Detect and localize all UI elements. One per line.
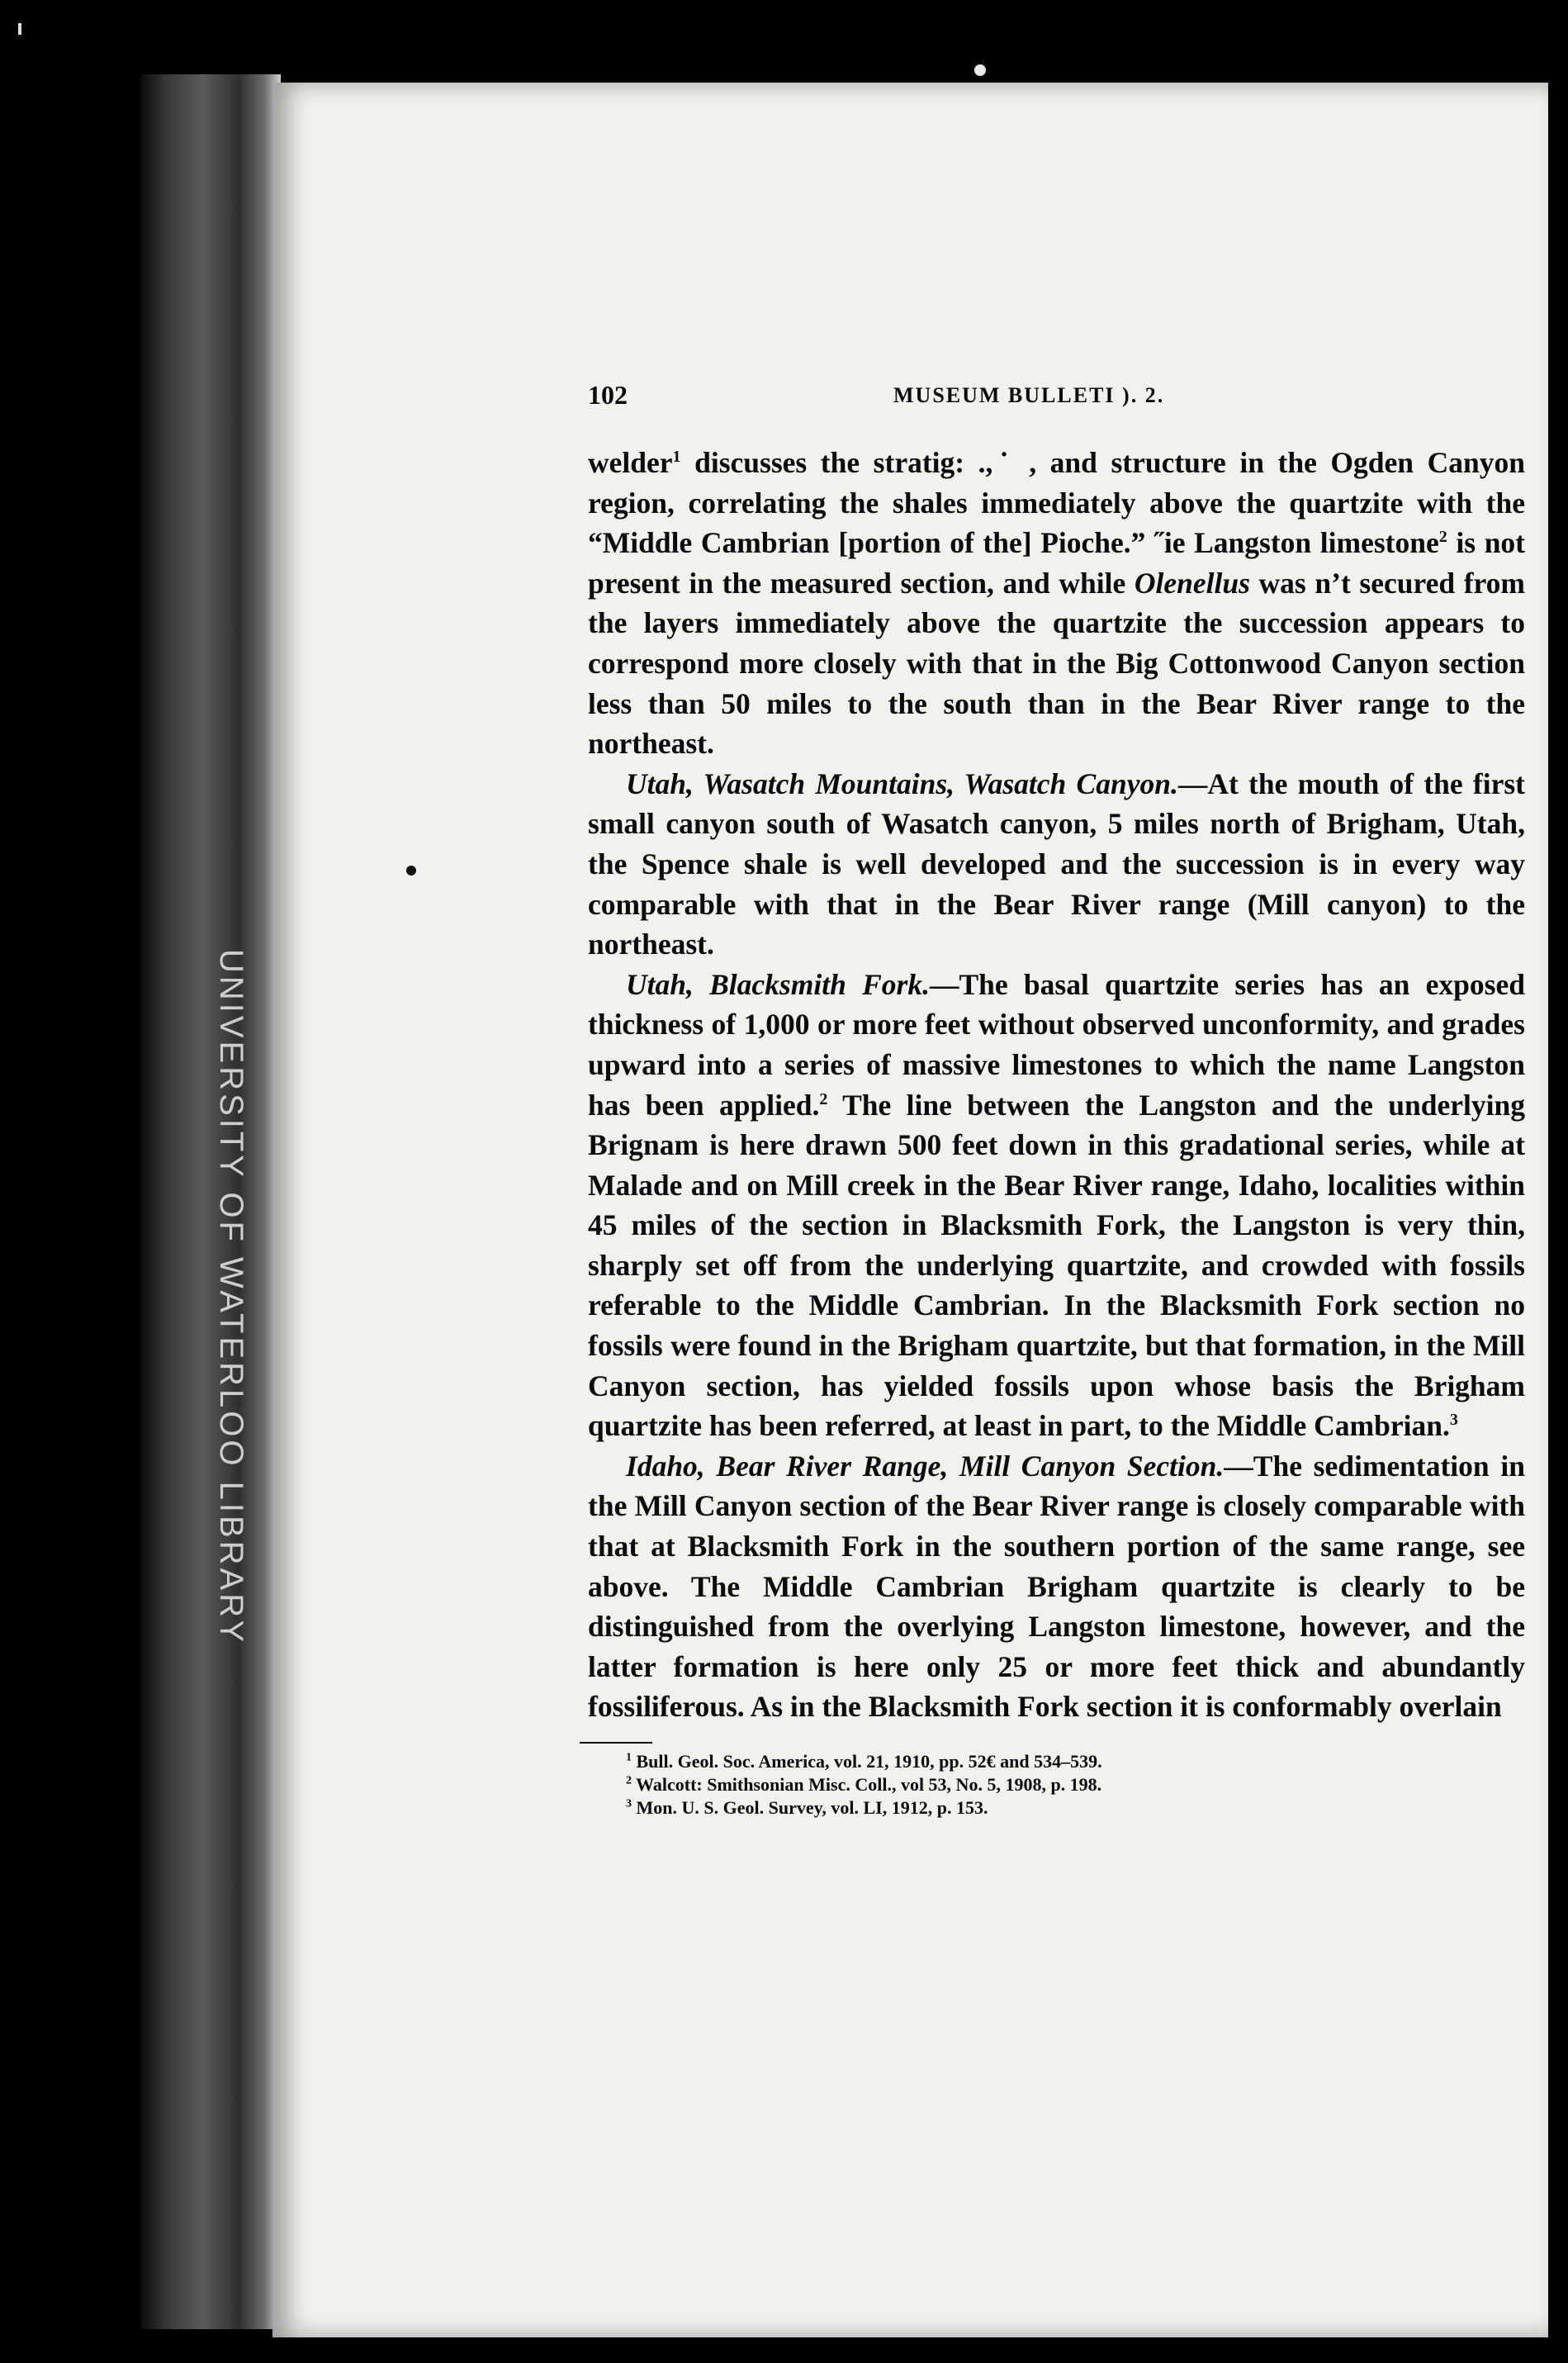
library-stamp: [206, 925, 256, 1668]
text-run: —The sedimentation in the Mill Canyon section of the Bear River range is closely comparable with that at Blacksmith Fork in the southern portion of the same range, see above. The Middle Cambrian Brigham quartzite is clearly to be distinguished from the overlying Langston limestone, however, and the latter formation is here only 25 or more feet thick and abundantly fossiliferous. As in the Blacksmith Fork section it is conformably overlain: [588, 1449, 1525, 1724]
paragraph: [588, 1446, 1525, 1727]
italic-text: Utah, Wasatch Mountains, Wasatch Canyon.: [626, 766, 1178, 800]
text-run: discusses the stratig: .,˙ , and structure in the Ogden Canyon region, correlating the shales immediately above the quartzite with the “Middle Cambrian [portion of the] Pioche.” ˝ie Langston limestone: [588, 446, 1525, 560]
paragraph: [588, 443, 1525, 764]
page-text-block: [588, 380, 1525, 1820]
footnote-text: Walcott: Smithsonian Misc. Coll., vol 53, No. 5, 1908, p. 198.: [632, 1774, 1102, 1795]
text-run: is not present in the measured section, and while: [588, 526, 1526, 600]
running-title: MUSEUM BULLETI ). 2.: [893, 383, 1165, 407]
italic-text: Utah, Blacksmith Fork.: [626, 967, 930, 1001]
italic-text: Olenellus: [1134, 566, 1250, 600]
running-head: [588, 380, 1525, 421]
text-run: was n’t secured from the layers immediately above the quartzite the succession appears to correspond more closely with that in the Big Cottonwood Canyon section less than 50 miles to the south than in the Bear River range to the northeast.: [588, 566, 1525, 761]
scan-artifact-dot: [974, 64, 986, 76]
footnote: [588, 1750, 1525, 1773]
footnote-mark: 3: [626, 1797, 632, 1810]
footnote: [588, 1796, 1525, 1820]
footnote-reference: 2: [819, 1089, 828, 1108]
footnote-mark: 1: [626, 1751, 632, 1764]
paragraph: [588, 764, 1525, 965]
text-run: welder: [588, 446, 673, 479]
page-number: 102: [588, 380, 628, 410]
italic-text: Idaho, Bear River Range, Mill Canyon Section.: [626, 1449, 1225, 1483]
body-text: [588, 443, 1525, 1727]
footnote-reference: 1: [672, 448, 681, 467]
text-run: —At the mouth of the first small canyon south of Wasatch canyon, 5 miles north of Brigham, Utah, the Spence shale is well developed and the succession is in every way comparable with that in the Bear River range (Mill canyon) to the northeast.: [588, 766, 1526, 961]
scan-corner-mark: [18, 23, 21, 35]
margin-mark: [406, 866, 416, 875]
text-run: —The basal quartzite series has an exposed thickness of 1,000 or more feet without observed unconformity, and grades upward into a series of massive limestones to which the name Langston has been applied.: [588, 967, 1525, 1122]
text-run: The line between the Langston and the underlying Brignam is here drawn 500 feet down in this gradational series, while at Malade and on Mill creek in the Bear River range, Idaho, localities within 45 miles of the section in Blacksmith Fork, the Langston is very thin, sharply set off from the underlying quartzite, and crowded with fossils referable to the Middle Cambrian. In the Blacksmith Fork section no fossils were found in the Brigham quartzite, but that formation, in the Mill Canyon section, has yielded fossils upon whose basis the Brigham quartzite has been referred, at least in part, to the Middle Cambrian.: [588, 1088, 1525, 1443]
footnote-reference: 3: [1449, 1411, 1458, 1430]
paragraph: [588, 965, 1525, 1446]
footnote: [588, 1773, 1525, 1796]
footnote-mark: 2: [626, 1774, 632, 1787]
footnote-rule: [580, 1742, 652, 1744]
footnote-reference: 2: [1438, 528, 1447, 547]
footnotes: [588, 1742, 1525, 1820]
footnote-text: Mon. U. S. Geol. Survey, vol. LI, 1912, p. 153.: [632, 1797, 988, 1818]
footnote-text: Bull. Geol. Soc. America, vol. 21, 1910, pp. 52€ and 534–539.: [632, 1751, 1102, 1772]
library-stamp-text: UNIVERSITY OF WATERLOO LIBRARY: [213, 948, 250, 1645]
